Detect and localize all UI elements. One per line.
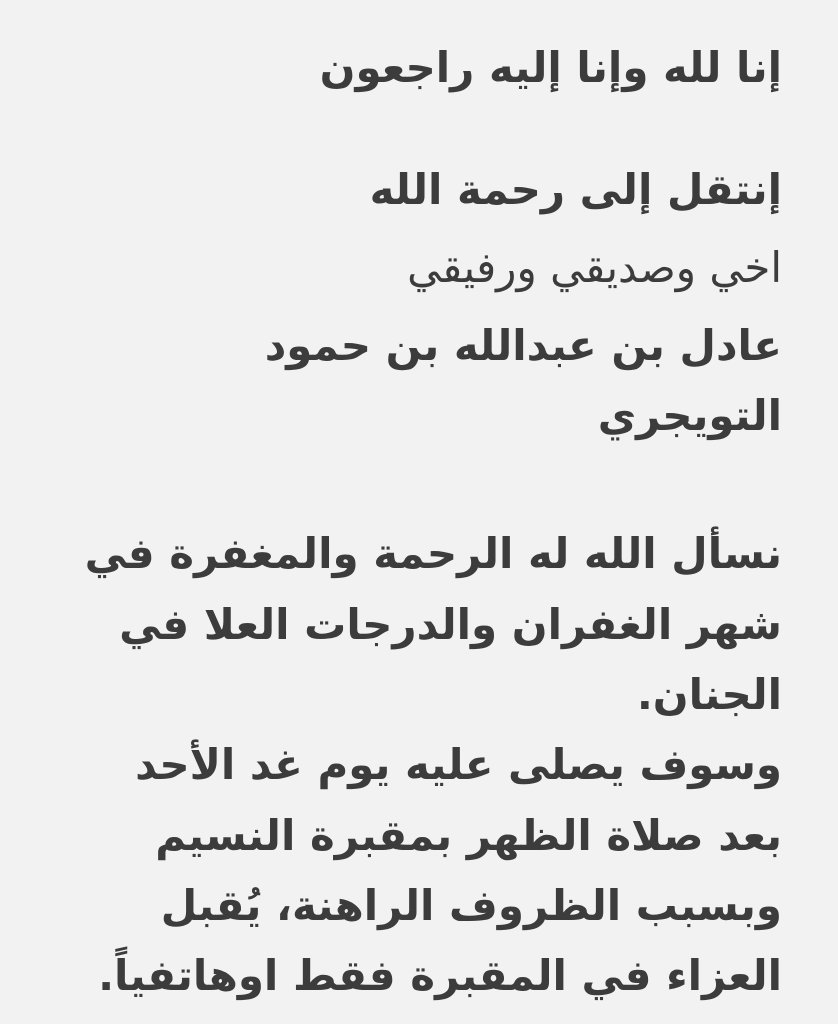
message-line-relation: اخي وصديقي ورفيقي — [407, 243, 782, 292]
message-line-condolences-2: العزاء في المقبرة فقط اوهاتفياً. — [98, 951, 782, 1000]
message-line-name: عادل بن عبدالله بن حمود — [264, 321, 782, 370]
message-line-prayer-2: شهر الغفران والدرجات العلا في — [119, 600, 782, 649]
message-line-condolences-1: وبسبب الظروف الراهنة، يُقبل — [160, 881, 782, 930]
message-line-condolence: إنا لله وإنا إليه راجعون — [319, 43, 782, 92]
message-line-funeral-2: بعد صلاة الظهر بمقبرة النسيم — [155, 811, 782, 860]
message-line-funeral-1: وسوف يصلى عليه يوم غد الأحد — [135, 740, 782, 789]
message-line-passed-away: إنتقل إلى رحمة الله — [369, 165, 782, 214]
message-line-family-name: التويجري — [597, 391, 782, 440]
message-line-prayer-1: نسأل الله له الرحمة والمغفرة في — [84, 529, 782, 578]
message-line-prayer-3: الجنان. — [636, 670, 782, 719]
